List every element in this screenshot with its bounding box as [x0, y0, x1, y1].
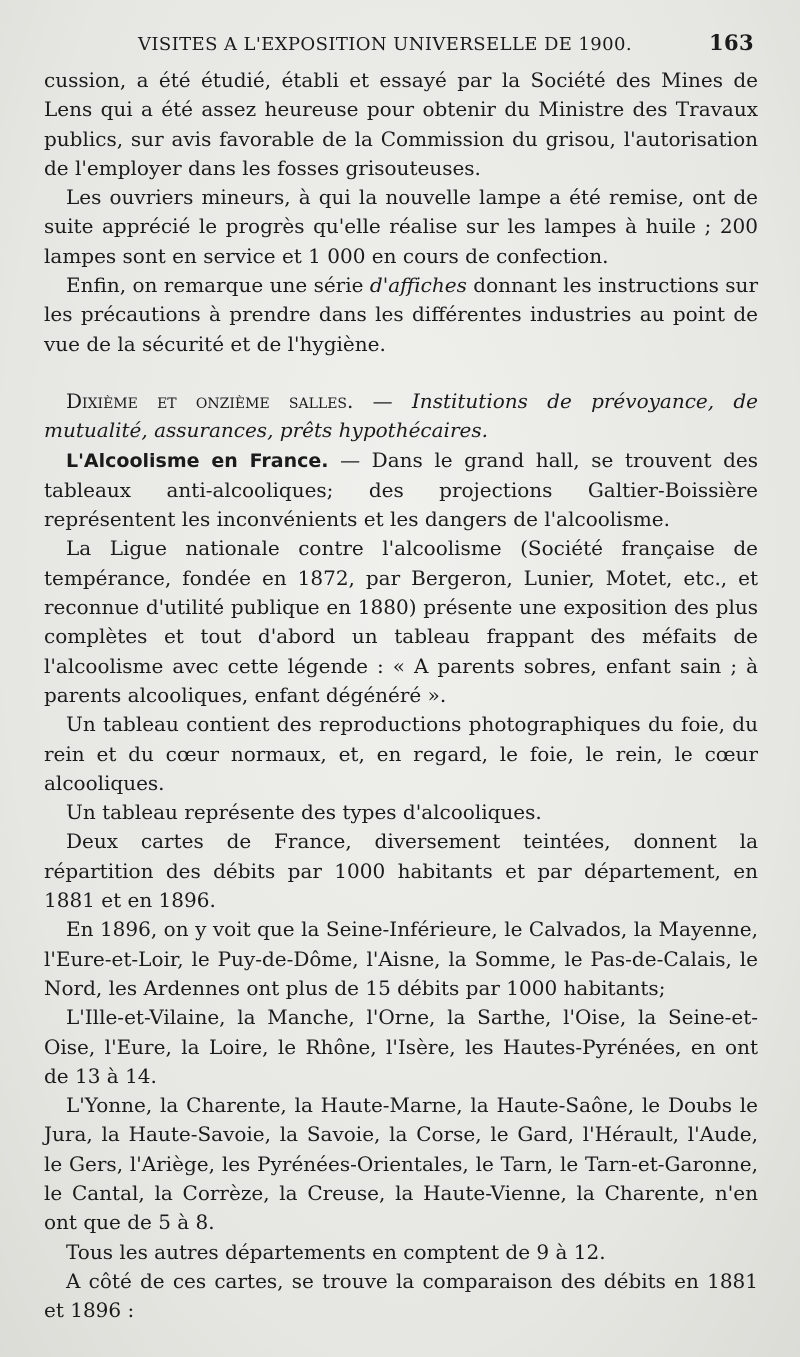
running-head — [44, 30, 758, 66]
paragraph-cartes: Deux cartes de France, diversement teintées, donnent la répartition des débits par 1000 habitants et par département, en 1881 et en 1896. — [44, 829, 758, 913]
alcoolisme-heading: L'Alcoolisme en France. — [66, 449, 329, 472]
section-dash: — — [353, 388, 412, 413]
paragraph-continuation: cussion, a été étudié, établi et essayé par la Société des Mines de Lens qui a été assez heureuse pour obtenir du Ministre des Travaux publics, sur avis favorable de la Commission du grisou, l'autorisation de l'employer dans les fosses grisouteuses. — [44, 68, 758, 180]
paragraph-comparaison: A côté de ces cartes, se trouve la comparaison des débits en 1881 et 1896 : — [44, 1268, 758, 1323]
paragraph-miners-lamp: Les ouvriers mineurs, à qui la nouvelle lampe a été remise, ont de suite apprécié le progrès qu'elle réalise sur les lampes à huile ; 200 lampes sont en service et 1 000 en cours de confection. — [44, 185, 758, 268]
paragraph-alcoolisme — [44, 446, 758, 535]
alcoolisme-text: — Dans le grand hall, se trouvent des tableaux anti-alcooliques; des projections Galtier-Boissière représentent les inconvénients et les dangers de l'alcoolisme. — [44, 447, 758, 532]
paragraph-tableau-organes: Un tableau contient des reproductions photographiques du foie, du rein et du cœur normaux, et, en regard, le foie, le rein, le cœur alcooliques. — [44, 712, 758, 795]
paragraph-tableau-types: Un tableau représente des types d'alcooliques. — [66, 800, 542, 825]
posters-italic: d'affiches — [369, 273, 467, 298]
section-gap — [44, 359, 758, 387]
running-title: VISITES A L'EXPOSITION UNIVERSELLE DE 1900. — [138, 34, 632, 55]
paragraph-9-a-12: Tous les autres départements en comptent de 9 à 12. — [66, 1239, 606, 1264]
section-label: Dixième et onzième salles. — [66, 388, 354, 413]
section-subject: Institutions de prévoyance, de mutualité, assurances, prêts hypothécaires. — [44, 388, 758, 443]
section-heading — [44, 387, 758, 446]
posters-text-b: donnant les instructions sur les précautions à prendre dans les différentes industries au point de vue de la sécurité et de l'hygiène. — [44, 273, 759, 356]
body-text — [44, 66, 758, 1325]
paragraph-5-a-8: L'Yonne, la Charente, la Haute-Marne, la Haute-Saône, le Doubs le Jura, la Haute-Savoie, la Savoie, la Corse, le Gard, l'Hérault, l'Aude, le Gers, l'Ariège, les Pyrénées-Orientales, le Tarn, le Tarn-et-Garonne, le Cantal, la Corrèze, la Creuse, la Haute-Vienne, la Charente, n'en ont que de 5 à 8. — [44, 1093, 758, 1235]
paragraph-plus-de-15: En 1896, on y voit que la Seine-Inférieure, le Calvados, la Mayenne, l'Eure-et-Loir, le Puy-de-Dôme, l'Aisne, la Somme, le Pas-de-Calais, le Nord, les Ardennes ont plus de 15 débits par 1000 habitants; — [44, 917, 758, 1000]
paragraph-ligue: La Ligue nationale contre l'alcoolisme (Société française de tempérance, fondée en 1872, par Bergeron, Lunier, Motet, etc., et reconnue d'utilité publique en 1880) présente une exposition des plus complètes et tout d'abord un tableau frappant des méfaits de l'alcoolisme avec cette légende : « A parents sobres, enfant sain ; à parents alcooliques, enfant dégénéré ». — [44, 536, 758, 707]
posters-text-a: Enfin, on remarque une série — [66, 273, 370, 298]
paragraph-13-a-14: L'Ille-et-Vilaine, la Manche, l'Orne, la Sarthe, l'Oise, la Seine-et-Oise, l'Eure, la Loire, le Rhône, l'Isère, les Hautes-Pyrénées, en ont de 13 à 14. — [44, 1005, 758, 1088]
page-number: 163 — [708, 30, 754, 55]
paragraph-posters — [44, 271, 758, 359]
